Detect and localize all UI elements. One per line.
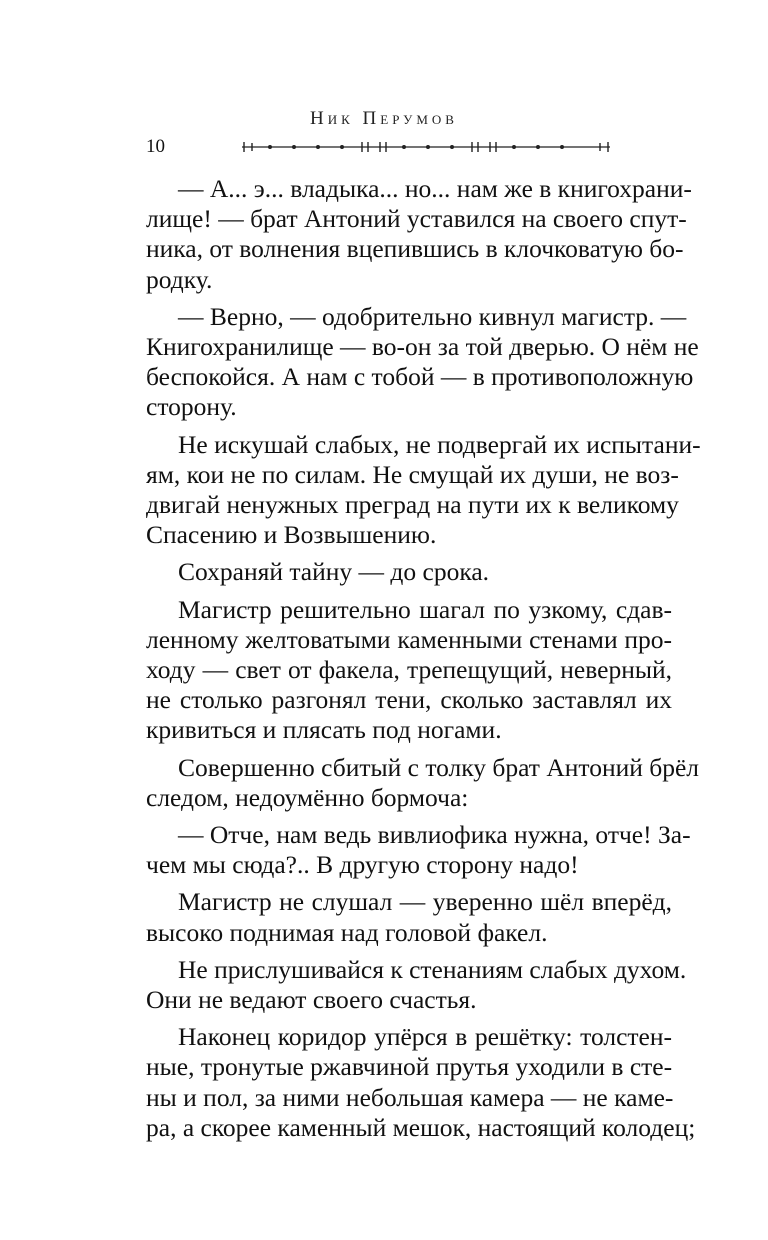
text-line: ные, тронутые ржавчиной прутья уходили в сте-	[146, 1052, 673, 1082]
body-text	[146, 174, 701, 1150]
paragraph	[146, 752, 700, 813]
text-line: лище! — брат Антоний уставился на своего спут-	[146, 204, 687, 234]
text-line: высоко поднимая над головой факел.	[146, 917, 548, 947]
text-line: — А... э... владыка... но... нам же в книгохрани-	[178, 174, 692, 203]
text-line: беспокойся. А нам с тобой — в противоположную	[146, 362, 694, 392]
paragraph	[146, 1022, 696, 1143]
paragraph	[146, 954, 687, 1015]
text-line: Они не ведают своего счастья.	[146, 985, 477, 1015]
text-line: ра, а скорее каменный мешок, настоящий колодец;	[146, 1112, 696, 1142]
text-line: Магистр не слушал — уверенно шёл вперёд,	[178, 887, 672, 917]
paragraph	[146, 820, 691, 880]
paragraph	[146, 301, 699, 423]
text-line: — Верно, — одобрительно кивнул магистр. —	[178, 301, 687, 331]
text-line: ям, кои не по силам. Не смущай их души, не воз-	[146, 459, 679, 489]
running-header-author: Ник Перумов	[310, 108, 458, 129]
text-line: следом, недоумённо бормоча:	[146, 782, 469, 812]
text-line: родку.	[146, 264, 213, 294]
paragraph	[146, 595, 672, 746]
text-line: Магистр решительно шагал по узкому, сдав-	[178, 594, 672, 624]
text-line: не столько разгонял тени, сколько заставлял их	[146, 685, 672, 715]
text-line: ника, от волнения вцепившись в клочковатую бо-	[146, 234, 684, 264]
text-line: сторону.	[146, 392, 237, 422]
text-line: Не искушай слабых, не подвергай их испытани-	[178, 429, 701, 459]
text-line: Наконец коридор упёрся в решётку: толстен-	[178, 1022, 672, 1052]
text-line: ходу — свет от факела, трепещущий, неверный,	[146, 655, 672, 685]
text-line: двигай ненужных преград на пути их к великому	[146, 490, 679, 520]
paragraph	[146, 887, 672, 947]
text-line: Спасению и Возвышению.	[146, 520, 437, 550]
text-line: чем мы сюда?.. В другую сторону надо!	[146, 850, 579, 880]
text-line: Книгохранилище — во-он за той дверью. О нём не	[146, 332, 699, 362]
text-line: ленному желтоватыми каменными стенами про-	[146, 624, 672, 654]
paragraph	[146, 429, 701, 551]
header-ornament-rule	[240, 140, 612, 154]
page-number: 10	[146, 136, 165, 157]
paragraph	[146, 174, 692, 295]
paragraph	[146, 557, 672, 587]
text-line: ны и пол, за ними небольшая камера — не каме-	[146, 1082, 674, 1112]
text-line: кривиться и плясать под ногами.	[146, 715, 502, 745]
text-line: Сохраняй тайну — до срока.	[178, 557, 490, 587]
text-line: Не прислушивайся к стенаниям слабых духом.	[178, 954, 687, 984]
text-line: Совершенно сбитый с толку брат Антоний брёл	[178, 752, 700, 782]
text-line: — Отче, нам ведь вивлиофика нужна, отче! За-	[178, 820, 691, 850]
